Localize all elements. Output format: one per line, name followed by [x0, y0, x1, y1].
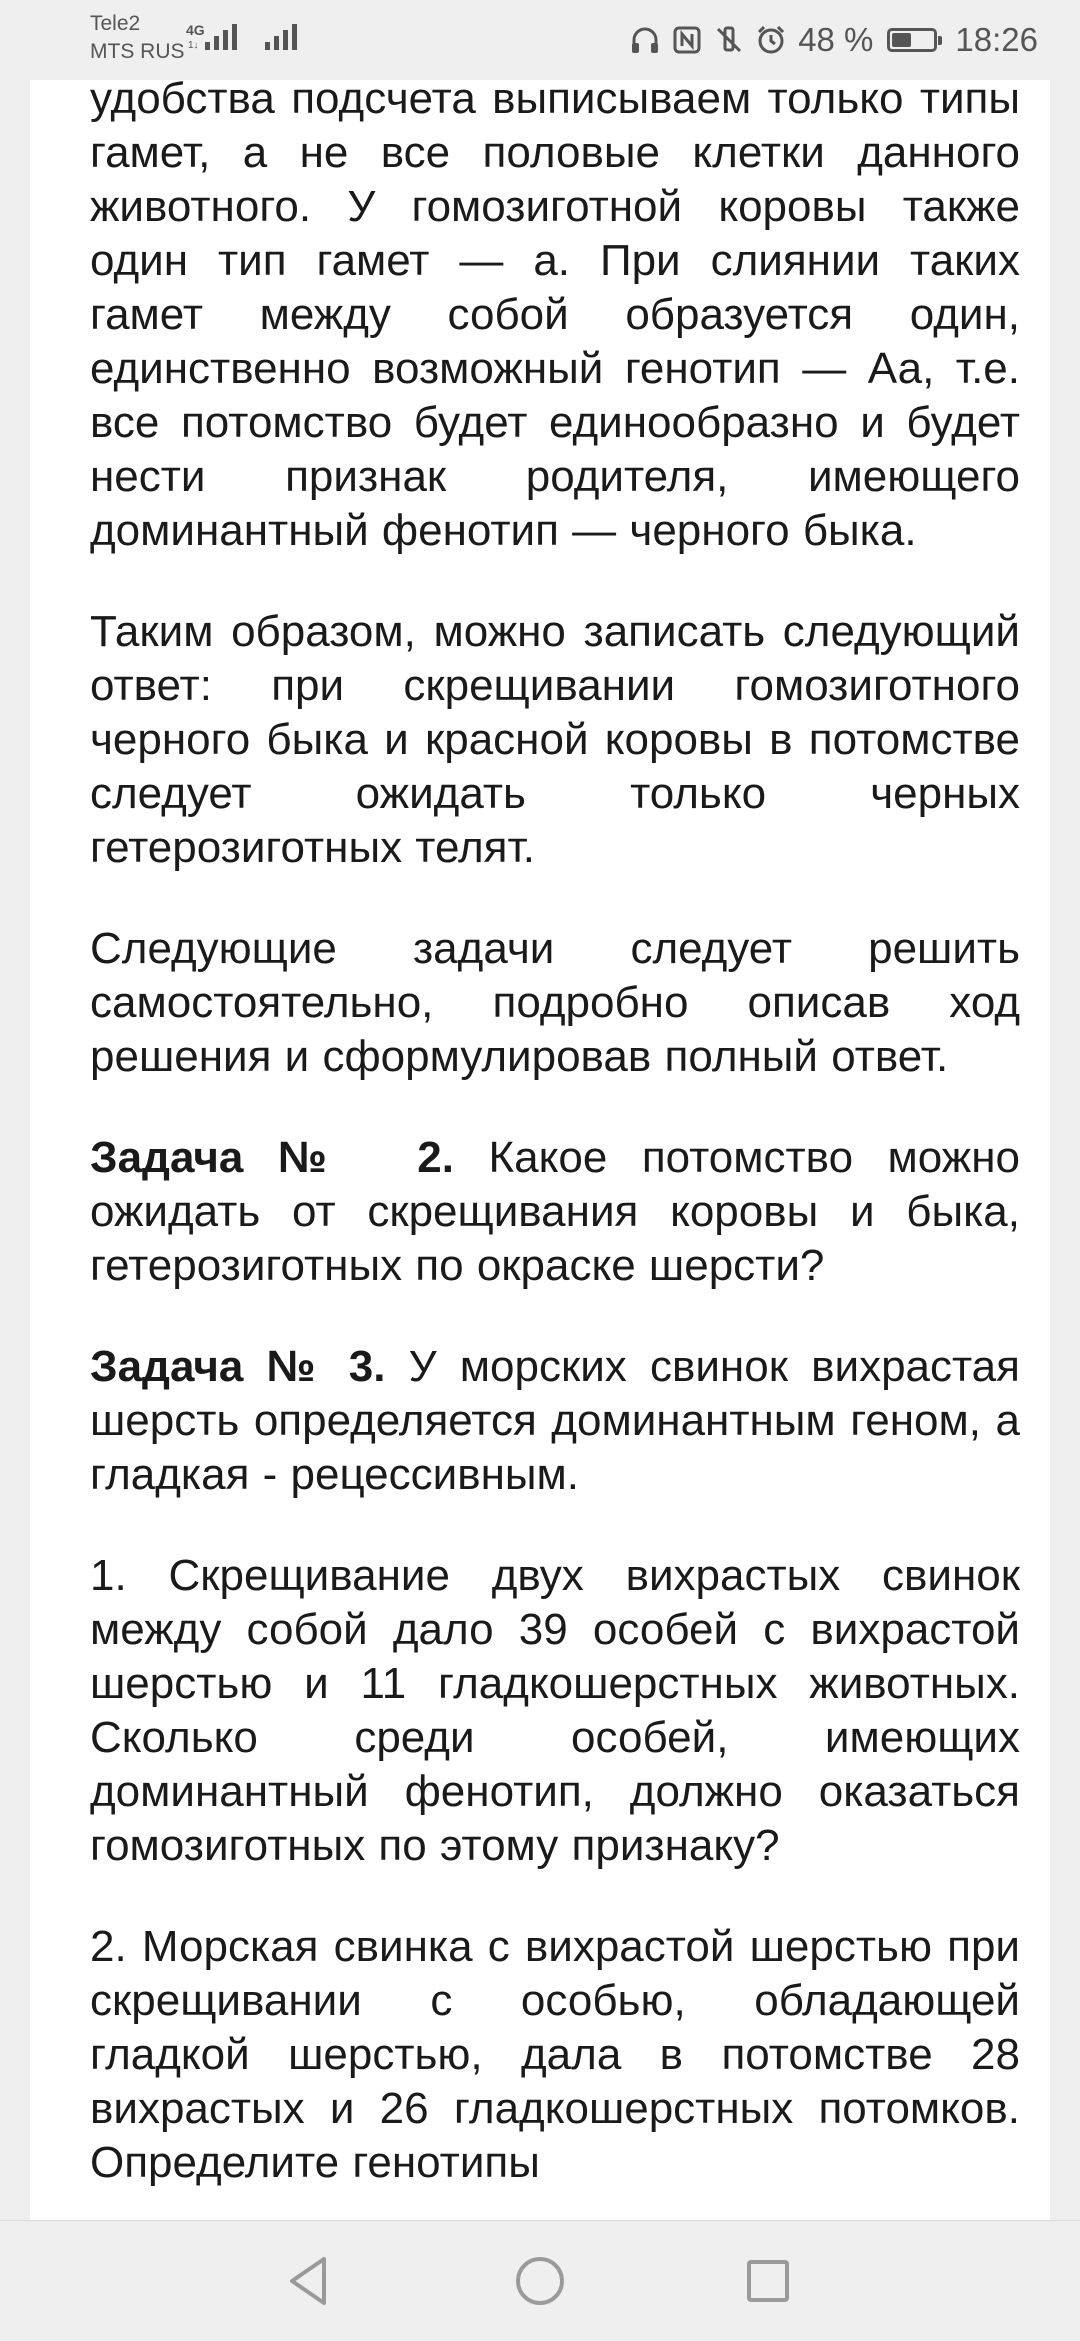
- navigation-bar: [0, 2220, 1080, 2341]
- content-card[interactable]: [30, 80, 1050, 2220]
- task-3-text: У морских свинок вихрастая шерсть определяется доминантным геном, а гладкая - рецессивным.: [90, 1342, 1020, 1499]
- task-3-label: Задача № 3.: [90, 1342, 386, 1391]
- status-icons: [630, 0, 1080, 80]
- battery-icon: [887, 28, 937, 52]
- status-bar: [0, 0, 1080, 80]
- battery-level-fill: [892, 33, 911, 47]
- clock: 18:26: [955, 21, 1038, 58]
- headphones-icon: [630, 25, 660, 55]
- carrier-1: Tele2: [90, 12, 141, 35]
- article-text: [90, 80, 1020, 2220]
- back-icon: [284, 2255, 332, 2307]
- carrier-2: MTS RUS: [90, 40, 185, 63]
- paragraph-2: Таким образом, можно записать следующий ответ: при скрещивании гомозиготного черного быка и красной коровы в потомстве следует ожидать только черных гетерозиготных телят.: [90, 607, 1020, 872]
- back-button[interactable]: [278, 2251, 338, 2311]
- battery-percent: 48 %: [798, 21, 874, 58]
- paragraph-1: удобства подсчета выписываем только типы гамет, а не все половые клетки данного животного. У гомозиготной коровы также один тип гамет — а. При слиянии таких гамет между собой образуется один, единственно возможный генотип — Аа, т.е. все потомство будет единообразно и будет нести признак родителя, имеющего доминантный фенотип — черного быка.: [90, 80, 1020, 555]
- task-2-text: Какое потомство можно ожидать от скрещивания коровы и быка, гетерозиготных по окраске шерсти?: [90, 1133, 1020, 1290]
- recent-apps-button[interactable]: [738, 2251, 798, 2311]
- question-1: 1. Скрещивание двух вихрастых свинок между собой дало 39 особей с вихрастой шерстью и 11 гладкошерстных животных. Сколько среди особей, имеющих доминантный фенотип, должно оказаться гомозиготных по этому признаку?: [90, 1551, 1020, 1870]
- mute-icon: [714, 25, 744, 55]
- alarm-icon: [756, 25, 786, 55]
- signal-strength-icon: [205, 24, 237, 50]
- network-sub: 1↓: [188, 40, 199, 51]
- home-button[interactable]: [510, 2251, 570, 2311]
- task-3-paragraph: [90, 1340, 1020, 1502]
- network-type: 4G: [186, 22, 205, 38]
- question-2: 2. Морская свинка с вихрастой шерстью при скрещивании с особью, обладающей гладкой шерстью, дала в потомстве 28 вихрастых и 26 гладкошерстных потомков. Определите генотипы: [90, 1922, 1020, 2187]
- home-icon: [513, 2254, 567, 2308]
- task-2-paragraph: [90, 1131, 1020, 1293]
- recent-apps-icon: [744, 2257, 792, 2305]
- paragraph-3: Следующие задачи следует решить самостоятельно, подробно описав ход решения и сформулировав полный ответ.: [90, 924, 1020, 1081]
- signal-strength-icon-2: [265, 24, 297, 50]
- nfc-icon: [672, 25, 702, 55]
- task-2-label: Задача № 2.: [90, 1133, 454, 1182]
- carrier-info: [90, 10, 185, 66]
